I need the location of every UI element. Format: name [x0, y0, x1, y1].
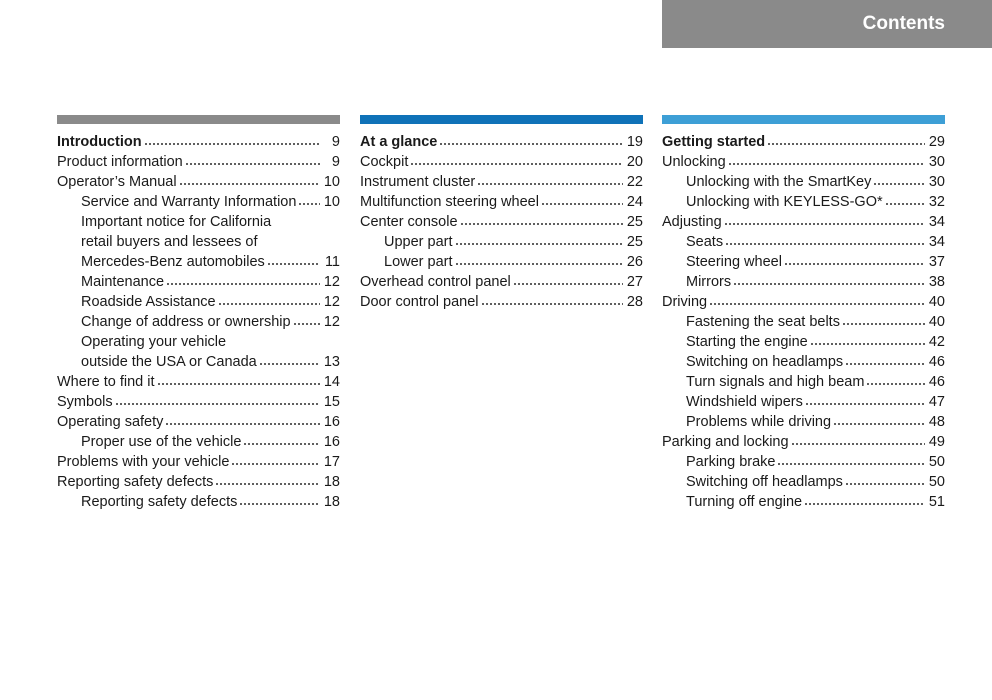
- toc-entry[interactable]: [360, 292, 643, 312]
- toc-entry[interactable]: [57, 472, 340, 492]
- dot-leader: [842, 312, 925, 326]
- toc-column-at-a-glance: [360, 115, 643, 312]
- toc-entry-page: 16: [323, 414, 340, 430]
- toc-entry[interactable]: [57, 492, 340, 512]
- toc-entry-page: 11: [324, 254, 340, 270]
- toc-entry[interactable]: [57, 432, 340, 452]
- toc-entry[interactable]: [662, 372, 945, 392]
- dot-leader: [218, 292, 320, 306]
- toc-entry-page: 46: [928, 354, 945, 370]
- toc-entry-page: 18: [323, 474, 340, 490]
- dot-leader: [885, 192, 925, 206]
- toc-entry-page: 13: [323, 354, 340, 370]
- dot-leader: [791, 432, 925, 446]
- toc-entry-page: 12: [323, 274, 340, 290]
- toc-entry[interactable]: [662, 432, 945, 452]
- toc-entry-title: Unlocking with the SmartKey: [686, 174, 872, 190]
- toc-entry-page: 40: [928, 314, 945, 330]
- dot-leader: [724, 212, 925, 226]
- toc-entry-page: 22: [626, 174, 643, 190]
- toc-entry-page: 30: [928, 174, 945, 190]
- dot-leader: [293, 312, 320, 326]
- toc-entry-title: Starting the engine: [686, 334, 808, 350]
- contents-title: Contents: [862, 13, 945, 34]
- toc-entry-page: 19: [626, 134, 643, 150]
- contents-header: [662, 0, 992, 48]
- toc-entry[interactable]: [57, 392, 340, 412]
- toc-entry[interactable]: [57, 252, 340, 272]
- toc-entry-page: 42: [928, 334, 945, 350]
- toc-entry-title: Introduction: [57, 134, 142, 150]
- toc-entry-title: Mirrors: [686, 274, 732, 290]
- toc-entry-page: 16: [323, 434, 340, 450]
- dot-leader: [728, 152, 925, 166]
- dot-leader: [157, 372, 320, 386]
- toc-entry-page: 25: [626, 214, 643, 230]
- dot-leader: [513, 272, 623, 286]
- dot-leader: [873, 172, 925, 186]
- toc-entry-page: 9: [331, 134, 340, 150]
- toc-entry-title: Mercedes-Benz automobiles: [81, 254, 265, 270]
- toc-entry-title: Reporting safety defects: [81, 494, 238, 510]
- toc-entry-title: Product information: [57, 154, 183, 170]
- toc-entry[interactable]: [360, 152, 643, 172]
- toc-column-introduction: [57, 115, 340, 512]
- toc-entry[interactable]: [57, 452, 340, 472]
- toc-entries: [360, 132, 643, 312]
- dot-leader: [185, 152, 320, 166]
- toc-entry-page: 12: [323, 314, 340, 330]
- toc-entry-page: 26: [626, 254, 643, 270]
- dot-leader: [833, 412, 925, 426]
- toc-entry[interactable]: [57, 192, 340, 212]
- toc-entry-page: 50: [928, 454, 945, 470]
- dot-leader: [866, 372, 925, 386]
- toc-entry-title: Parking and locking: [662, 434, 789, 450]
- dot-leader: [455, 252, 623, 266]
- toc-entry-page: 38: [928, 274, 945, 290]
- toc-entry-title: Seats: [686, 234, 724, 250]
- toc-entry-title: Proper use of the vehicle: [81, 434, 242, 450]
- toc-entry[interactable]: [57, 312, 340, 332]
- toc-entry-page: 49: [928, 434, 945, 450]
- toc-entry[interactable]: [662, 332, 945, 352]
- section-bar-introduction: [57, 115, 340, 124]
- toc-entry-page: 18: [323, 494, 340, 510]
- dot-leader: [165, 412, 320, 426]
- toc-entry-title: Problems while driving: [686, 414, 832, 430]
- toc-entry-title: Windshield wipers: [686, 394, 803, 410]
- toc-entry-page: 10: [323, 174, 340, 190]
- toc-entry[interactable]: [662, 292, 945, 312]
- toc-entry-page: 9: [331, 154, 340, 170]
- toc-entry-page: 29: [928, 134, 945, 150]
- toc-entry[interactable]: [662, 492, 945, 512]
- dot-leader: [709, 292, 925, 306]
- toc-entry[interactable]: [57, 172, 340, 192]
- dot-leader: [477, 172, 623, 186]
- dot-leader: [455, 232, 623, 246]
- dot-leader: [243, 432, 320, 446]
- toc-entry-title: Important notice for California: [81, 214, 272, 230]
- dot-leader: [805, 392, 925, 406]
- toc-entry[interactable]: [57, 272, 340, 292]
- toc-section-heading[interactable]: [57, 132, 340, 152]
- toc-entry-title: Unlocking: [662, 154, 726, 170]
- dot-leader: [215, 472, 320, 486]
- toc-entry[interactable]: [360, 212, 643, 232]
- toc-entry-title: Upper part: [384, 234, 453, 250]
- toc-entry[interactable]: [662, 192, 945, 212]
- toc-entry-title: Turning off engine: [686, 494, 803, 510]
- toc-entry-title: Driving: [662, 294, 708, 310]
- toc-entry-title: Fastening the seat belts: [686, 314, 840, 330]
- toc-entry[interactable]: [662, 352, 945, 372]
- dot-leader: [845, 352, 925, 366]
- dot-leader: [179, 172, 320, 186]
- dot-leader: [777, 452, 925, 466]
- dot-leader: [460, 212, 623, 226]
- dot-leader: [810, 332, 925, 346]
- toc-entry[interactable]: [662, 252, 945, 272]
- toc-entry[interactable]: [360, 272, 643, 292]
- toc-entry-page: 48: [928, 414, 945, 430]
- dot-leader: [767, 132, 925, 146]
- toc-entry-page: 12: [323, 294, 340, 310]
- toc-entry[interactable]: [360, 252, 643, 272]
- toc-entry[interactable]: [662, 452, 945, 472]
- toc-entry-title: Parking brake: [686, 454, 776, 470]
- toc-entry-title: Roadside Assistance: [81, 294, 216, 310]
- toc-entry-page: 32: [928, 194, 945, 210]
- dot-leader: [733, 272, 925, 286]
- toc-entry-title: Lower part: [384, 254, 453, 270]
- toc-entry-title: Problems with your vehicle: [57, 454, 230, 470]
- toc-entry[interactable]: [57, 232, 340, 252]
- section-bar-at-a-glance: [360, 115, 643, 124]
- dot-leader: [298, 192, 320, 206]
- toc-entry-title: Operating safety: [57, 414, 164, 430]
- dot-leader: [115, 392, 320, 406]
- toc-entry-page: 15: [323, 394, 340, 410]
- toc-entry-page: 10: [323, 194, 340, 210]
- toc-entry-title: Change of address or ownership: [81, 314, 291, 330]
- toc-entry-page: 17: [323, 454, 340, 470]
- toc-entry-page: 40: [928, 294, 945, 310]
- toc-entry-title: retail buyers and lessees of: [81, 234, 258, 250]
- dot-leader: [784, 252, 925, 266]
- toc-entry[interactable]: [57, 212, 340, 232]
- toc-entry-title: Unlocking with KEYLESS-GO*: [686, 194, 883, 210]
- toc-entry-title: Symbols: [57, 394, 113, 410]
- toc-entry-title: Turn signals and high beam: [686, 374, 865, 390]
- toc-entry-title: Getting started: [662, 134, 766, 150]
- section-bar-getting-started: [662, 115, 945, 124]
- toc-entry-title: outside the USA or Canada: [81, 354, 257, 370]
- dot-leader: [231, 452, 320, 466]
- toc-entry-page: 46: [928, 374, 945, 390]
- toc-entry[interactable]: [57, 332, 340, 352]
- toc-entry-page: 28: [626, 294, 643, 310]
- toc-entry-title: Service and Warranty Information: [81, 194, 297, 210]
- toc-entry[interactable]: [662, 412, 945, 432]
- toc-entries: [57, 132, 340, 512]
- dot-leader: [239, 492, 320, 506]
- toc-entry-page: 20: [626, 154, 643, 170]
- dot-leader: [410, 152, 623, 166]
- toc-entry[interactable]: [662, 272, 945, 292]
- dot-leader: [166, 272, 320, 286]
- toc-entry-title: Operating your vehicle: [81, 334, 227, 350]
- toc-entry-title: Center console: [360, 214, 458, 230]
- toc-entry-title: Door control panel: [360, 294, 479, 310]
- toc-entry-page: 47: [928, 394, 945, 410]
- toc-entry-title: Instrument cluster: [360, 174, 476, 190]
- toc-entry-page: 14: [323, 374, 340, 390]
- dot-leader: [804, 492, 925, 506]
- toc-section-heading[interactable]: [360, 132, 643, 152]
- toc-section-heading[interactable]: [662, 132, 945, 152]
- toc-entry-title: Reporting safety defects: [57, 474, 214, 490]
- toc-entry-title: Where to find it: [57, 374, 155, 390]
- toc-entry[interactable]: [57, 412, 340, 432]
- toc-entry[interactable]: [360, 172, 643, 192]
- toc-entry-title: Overhead control panel: [360, 274, 511, 290]
- toc-entry-title: Cockpit: [360, 154, 409, 170]
- dot-leader: [439, 132, 623, 146]
- toc-entry[interactable]: [57, 352, 340, 372]
- toc-entry[interactable]: [662, 312, 945, 332]
- toc-entry-page: 30: [928, 154, 945, 170]
- toc-entry[interactable]: [662, 212, 945, 232]
- dot-leader: [725, 232, 925, 246]
- toc-entry-title: Switching on headlamps: [686, 354, 844, 370]
- toc-entry[interactable]: [57, 372, 340, 392]
- toc-entry-page: 27: [626, 274, 643, 290]
- dot-leader: [144, 132, 320, 146]
- toc-entry[interactable]: [57, 152, 340, 172]
- toc-entry-page: 24: [626, 194, 643, 210]
- toc-entry[interactable]: [360, 192, 643, 212]
- toc-entry-title: At a glance: [360, 134, 438, 150]
- toc-entry-page: 25: [626, 234, 643, 250]
- toc-entry[interactable]: [662, 392, 945, 412]
- toc-entry-title: Adjusting: [662, 214, 722, 230]
- toc-entry[interactable]: [662, 232, 945, 252]
- dot-leader: [267, 252, 320, 266]
- toc-entries: [662, 132, 945, 512]
- toc-entry-title: Maintenance: [81, 274, 165, 290]
- toc-entry[interactable]: [360, 232, 643, 252]
- toc-entry-title: Switching off headlamps: [686, 474, 843, 490]
- toc-entry-page: 34: [928, 214, 945, 230]
- toc-entry-page: 51: [928, 494, 945, 510]
- toc-entry[interactable]: [662, 472, 945, 492]
- toc-entry[interactable]: [57, 292, 340, 312]
- toc-entry-page: 34: [928, 234, 945, 250]
- dot-leader: [481, 292, 624, 306]
- dot-leader: [541, 192, 623, 206]
- dot-leader: [845, 472, 925, 486]
- toc-column-getting-started: [662, 115, 945, 512]
- toc-entry[interactable]: [662, 152, 945, 172]
- toc-entry-title: Steering wheel: [686, 254, 782, 270]
- toc-entry-title: Operator’s Manual: [57, 174, 177, 190]
- toc-entry-title: Multifunction steering wheel: [360, 194, 539, 210]
- toc-entry-page: 37: [928, 254, 945, 270]
- dot-leader: [259, 352, 320, 366]
- toc-entry[interactable]: [662, 172, 945, 192]
- toc-entry-page: 50: [928, 474, 945, 490]
